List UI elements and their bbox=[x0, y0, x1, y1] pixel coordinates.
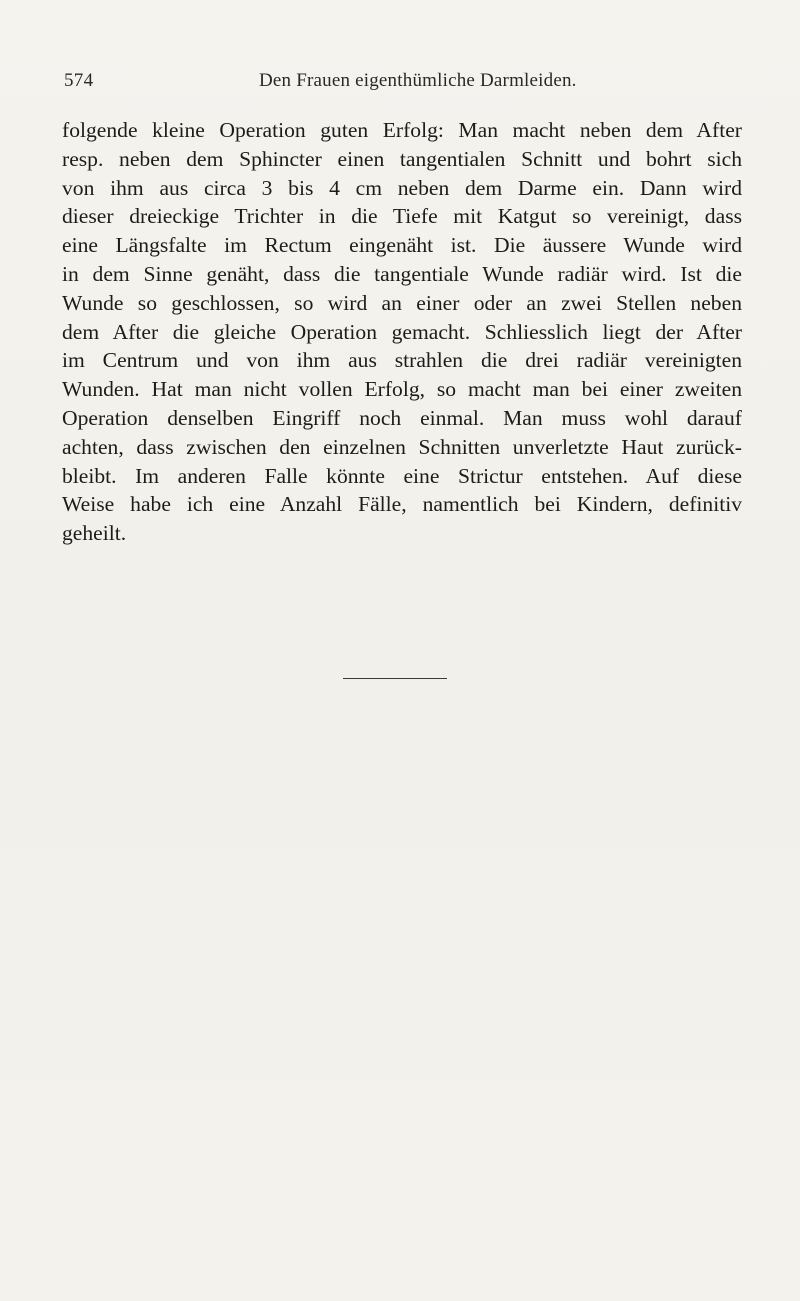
text-line: resp. neben dem Sphincter einen tangentialen Schnitt und bohrt sich bbox=[62, 146, 742, 171]
text-line: geheilt. bbox=[62, 521, 127, 546]
text-line: im Centrum und von ihm aus strahlen die drei radiär vereinigten bbox=[62, 348, 742, 373]
text-line: Wunde so geschlossen, so wird an einer oder an zwei Stellen neben bbox=[62, 290, 742, 315]
text-line: bleibt. Im anderen Falle könnte eine Strictur entstehen. Auf diese bbox=[62, 463, 742, 488]
body-paragraph bbox=[62, 116, 742, 548]
text-line: eine Längsfalte im Rectum eingenäht ist. Die äussere Wunde wird bbox=[62, 233, 742, 258]
text-line: Wunden. Hat man nicht vollen Erfolg, so macht man bei einer zweiten bbox=[62, 377, 742, 402]
text-line: Weise habe ich eine Anzahl Fälle, namentlich bei Kindern, definitiv bbox=[62, 492, 742, 517]
section-divider bbox=[343, 678, 447, 679]
text-line: dieser dreieckige Trichter in die Tiefe mit Katgut so vereinigt, dass bbox=[62, 204, 742, 229]
text-line: achten, dass zwischen den einzelnen Schnitten unverletzte Haut zurück- bbox=[62, 434, 742, 459]
text-line: Operation denselben Eingriff noch einmal. Man muss wohl darauf bbox=[62, 405, 742, 430]
running-head: Den Frauen eigenthümliche Darmleiden. bbox=[259, 70, 577, 91]
page-number: 574 bbox=[64, 70, 94, 91]
text-line: dem After die gleiche Operation gemacht. Schliesslich liegt der After bbox=[62, 319, 742, 344]
page-header bbox=[0, 70, 800, 96]
text-line: von ihm aus circa 3 bis 4 cm neben dem Darme ein. Dann wird bbox=[62, 175, 742, 200]
text-line: in dem Sinne genäht, dass die tangentiale Wunde radiär wird. Ist die bbox=[62, 261, 742, 286]
text-line: folgende kleine Operation guten Erfolg: Man macht neben dem After bbox=[62, 118, 742, 142]
